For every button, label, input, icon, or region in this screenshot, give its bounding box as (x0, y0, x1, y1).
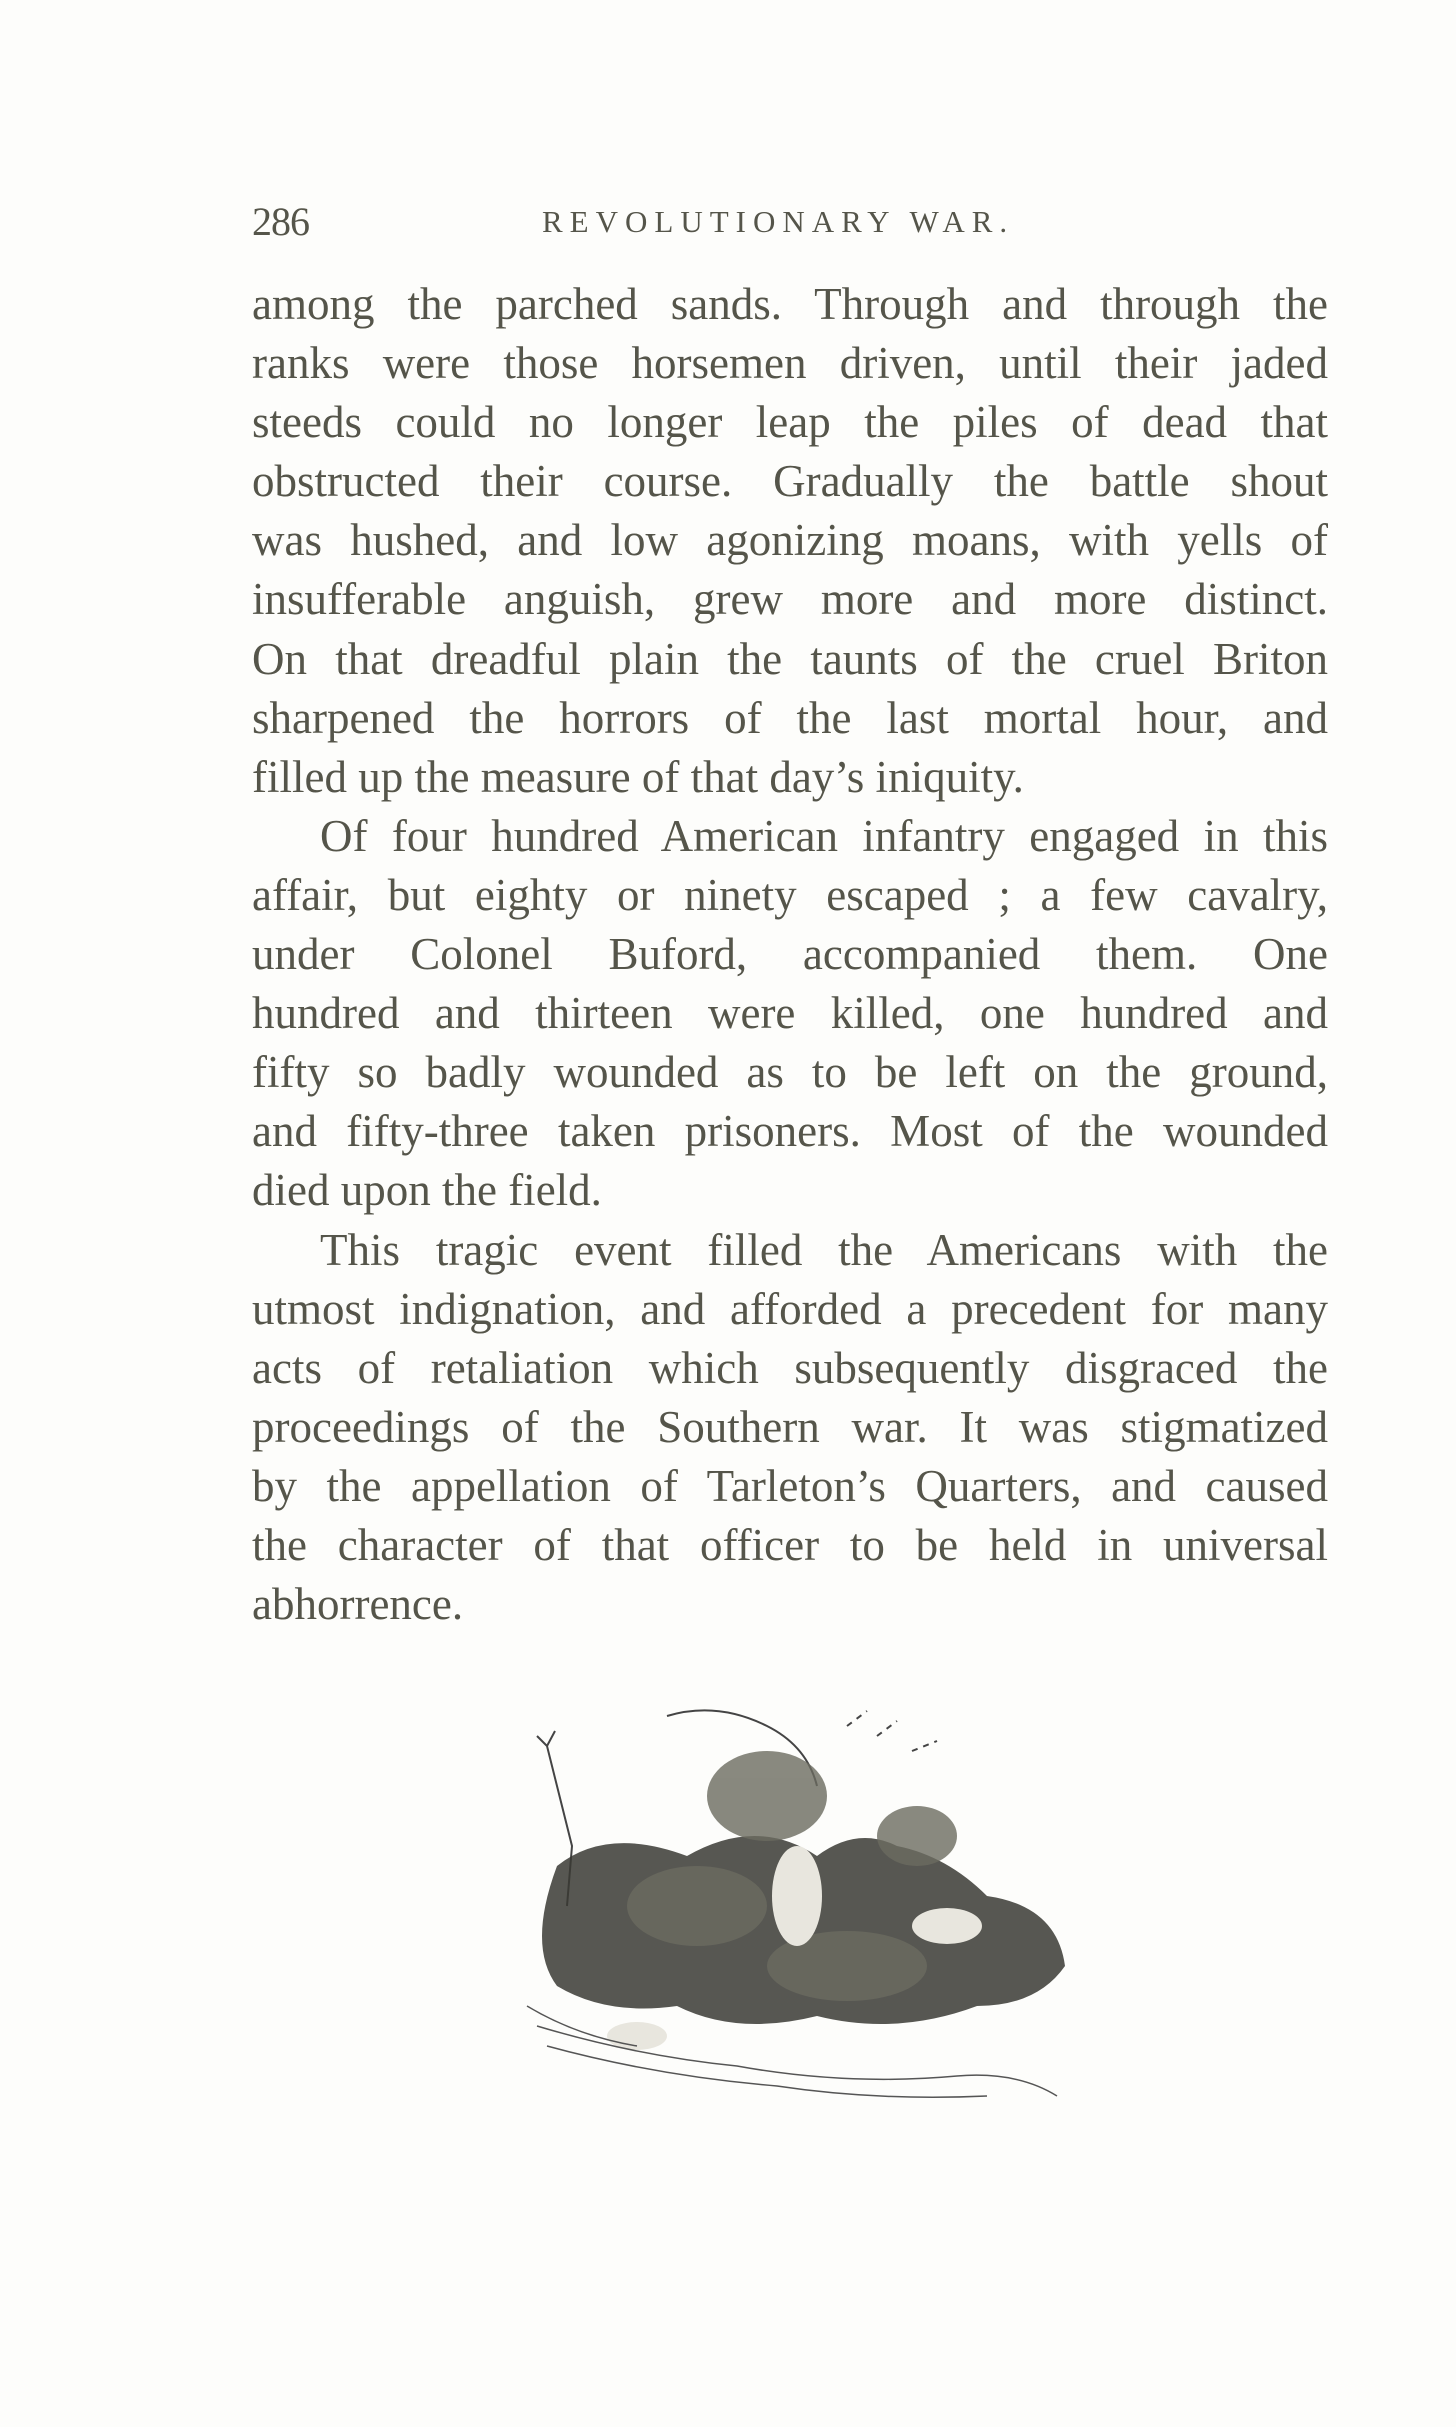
text-line: Of four hundred American infantry engaged in this (320, 810, 1328, 861)
text-line: utmost indignation, and afforded a precedent for many (252, 1283, 1328, 1334)
text-line: ranks were those horsemen driven, until their jaded (252, 338, 1328, 389)
text-line: by the appellation of Tarleton’s Quarters, and caused (252, 1460, 1328, 1511)
text-line: This tragic event filled the Americans with the (320, 1224, 1328, 1275)
text-line: hundred and thirteen were killed, one hundred and (252, 988, 1328, 1039)
text-line: On that dreadful plain the taunts of the cruel Briton (252, 633, 1328, 684)
battle-engraving-illustration (517, 1706, 1065, 2110)
text-line: acts of retaliation which subsequently disgraced the (252, 1342, 1328, 1393)
text-line: proceedings of the Southern war. It was stigmatized (252, 1401, 1328, 1452)
text-line: the character of that officer to be held in universal (252, 1519, 1328, 1570)
text-line: insufferable anguish, grew more and more distinct. (252, 574, 1328, 625)
text-line: among the parched sands. Through and through the (252, 279, 1328, 329)
text-line: obstructed their course. Gradually the battle shout (252, 456, 1328, 507)
text-line: abhorrence. (252, 1579, 464, 1630)
running-title: REVOLUTIONARY WAR. (542, 204, 1015, 239)
text-line: and fifty-three taken prisoners. Most of the wounded (252, 1106, 1328, 1157)
text-line: sharpened the horrors of the last mortal hour, and (252, 692, 1328, 743)
text-line: filled up the measure of that day’s iniquity. (252, 751, 1024, 802)
text-line: fifty so badly wounded as to be left on the ground, (252, 1047, 1328, 1098)
text-line: under Colonel Buford, accompanied them. One (252, 929, 1328, 980)
body-text (252, 275, 1328, 1634)
text-line: died upon the field. (252, 1165, 602, 1216)
text-line: affair, but eighty or ninety escaped ; a few cavalry, (252, 869, 1328, 920)
text-line: was hushed, and low agonizing moans, with yells of (252, 515, 1328, 566)
running-header (252, 198, 1328, 248)
text-line: steeds could no longer leap the piles of dead that (252, 397, 1328, 448)
page-number: 286 (252, 199, 309, 244)
